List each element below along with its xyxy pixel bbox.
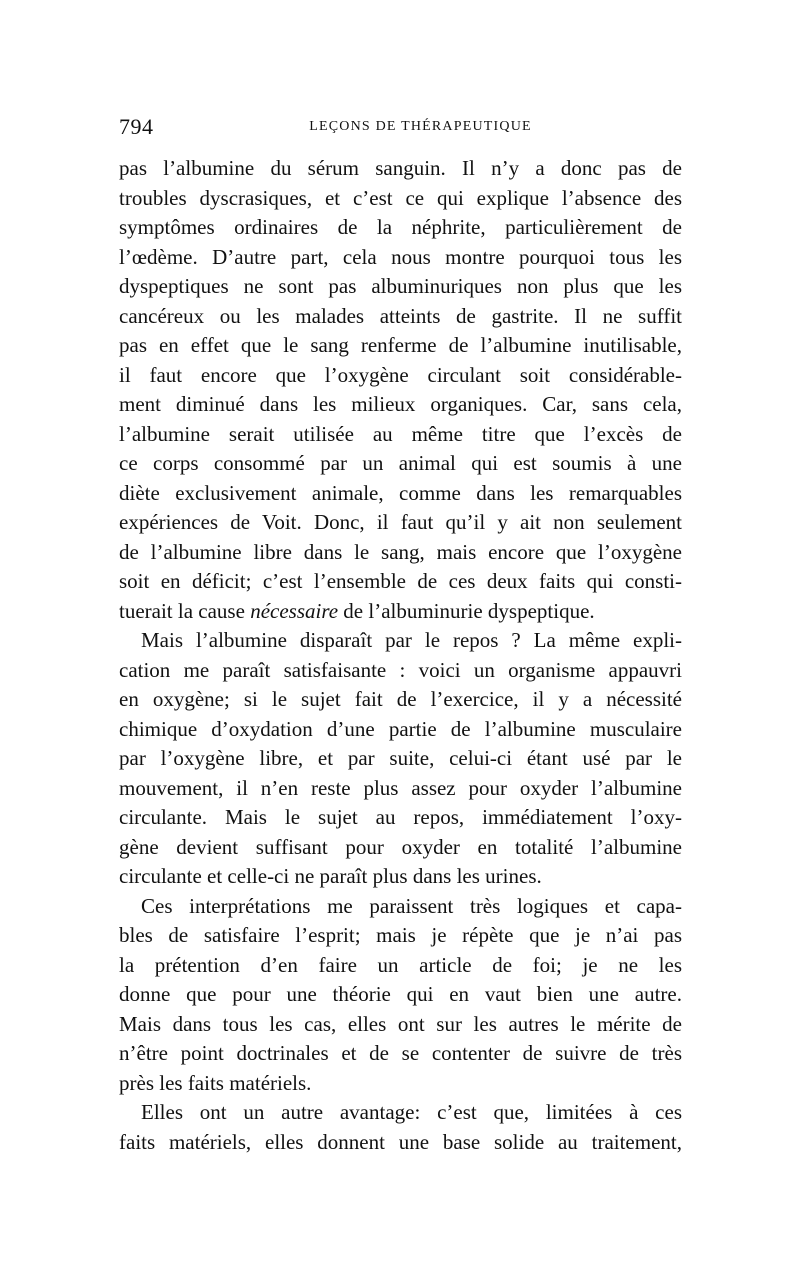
book-page	[119, 112, 682, 1157]
text-line	[119, 597, 682, 627]
text-line: Elles ont un autre avantage: c’est que, limitées à ces	[141, 1100, 682, 1124]
text-span: de l’albuminurie dyspeptique.	[338, 598, 595, 623]
paragraph-3	[119, 892, 682, 1099]
text-line: chimique d’oxydation d’une partie de l’albumine musculaire	[119, 716, 682, 741]
text-line: pas l’albumine du sérum sanguin. Il n’y a donc pas de	[119, 156, 682, 180]
text-line: en oxygène; si le sujet fait de l’exercice, il y a nécessité	[119, 687, 682, 711]
text-line: gène devient suffisant pour oxyder en totalité l’albumine	[119, 834, 682, 859]
text-line: l’albumine serait utilisée au même titre que l’excès de	[119, 421, 682, 446]
running-title: LEÇONS DE THÉRAPEUTIQUE	[309, 119, 532, 134]
paragraph-1	[119, 154, 682, 626]
text-line: il faut encore que l’oxygène circulant soit considérable-	[119, 362, 682, 387]
page-number: 794	[119, 114, 154, 139]
text-line: circulante et celle-ci ne paraît plus dans les urines.	[119, 864, 542, 888]
text-line: dyspeptiques ne sont pas albuminuriques non plus que les	[119, 274, 682, 298]
text-line: cation me paraît satisfaisante : voici un organisme appauvri	[119, 657, 682, 682]
text-line: la prétention d’en faire un article de foi; je ne les	[119, 952, 682, 977]
text-line: symptômes ordinaires de la néphrite, particulièrement de	[119, 215, 682, 239]
text-line: diète exclusivement animale, comme dans les remarquables	[119, 480, 682, 505]
paragraph-2	[119, 626, 682, 892]
text-span: tuerait la cause	[119, 598, 251, 623]
text-line: soit en déficit; c’est l’ensemble de ces deux faits qui consti-	[119, 569, 682, 593]
text-line: cancéreux ou les malades atteints de gastrite. Il ne suffit	[119, 303, 682, 328]
text-line: Mais l’albumine disparaît par le repos ? La même expli-	[141, 628, 682, 652]
text-line: près les faits matériels.	[119, 1070, 312, 1095]
italic-word: nécessaire	[250, 598, 339, 623]
text-line: l’œdème. D’autre part, cela nous montre pourquoi tous les	[119, 244, 682, 269]
text-line: de l’albumine libre dans le sang, mais encore que l’oxygène	[119, 539, 682, 564]
text-line: Ces interprétations me paraissent très logiques et capa-	[141, 893, 682, 918]
text-line: ce corps consommé par un animal qui est soumis à une	[119, 451, 682, 475]
text-line: troubles dyscrasiques, et c’est ce qui explique l’absence des	[119, 185, 682, 210]
text-line: expériences de Voit. Donc, il faut qu’il y ait non seulement	[119, 510, 682, 534]
running-head	[119, 112, 682, 142]
body-text	[119, 154, 682, 1157]
text-line: Mais dans tous les cas, elles ont sur les autres le mérite de	[119, 1011, 682, 1036]
text-line: circulante. Mais le sujet au repos, immédiatement l’oxy-	[119, 805, 682, 829]
text-line: n’être point doctrinales et de se contenter de suivre de très	[119, 1041, 682, 1065]
paragraph-4	[119, 1098, 682, 1157]
text-line: donne que pour une théorie qui en vaut bien une autre.	[119, 982, 682, 1006]
text-line: pas en effet que le sang renferme de l’albumine inutilisable,	[119, 333, 682, 357]
text-line: faits matériels, elles donnent une base solide au traitement,	[119, 1129, 682, 1154]
text-line: bles de satisfaire l’esprit; mais je répète que je n’ai pas	[119, 923, 682, 947]
text-line: par l’oxygène libre, et par suite, celui-ci étant usé par le	[119, 746, 682, 770]
text-line: mouvement, il n’en reste plus assez pour oxyder l’albumine	[119, 775, 682, 800]
text-line: ment diminué dans les milieux organiques. Car, sans cela,	[119, 392, 682, 416]
